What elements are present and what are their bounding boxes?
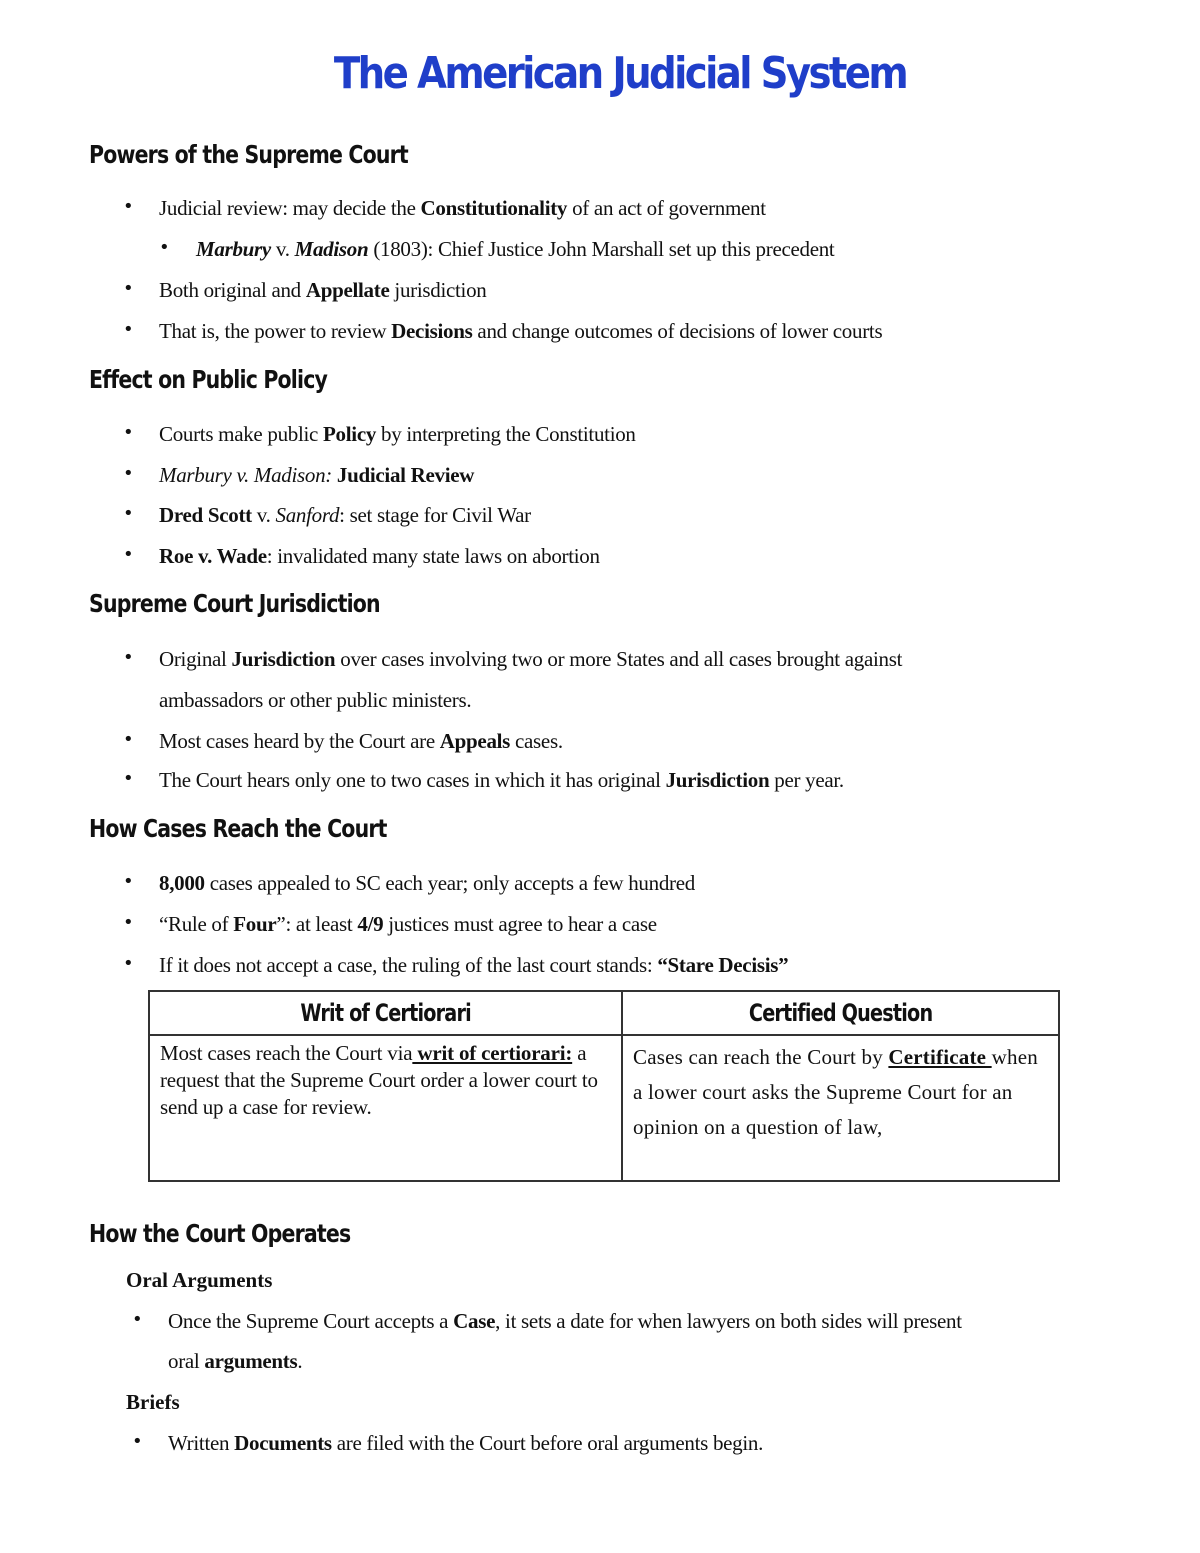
bullet: • [132, 1309, 143, 1330]
bullet: • [123, 768, 134, 789]
list-item: • “Rule of Four”: at least 4/9 justices must agree to hear a case [123, 912, 657, 936]
table-row [149, 1035, 1059, 1181]
section-heading-powers: Powers of the Supreme Court [89, 140, 408, 169]
subheading-briefs: Briefs [126, 1390, 180, 1414]
list-item: • Marbury v. Madison (1803): Chief Justice John Marshall set up this precedent [159, 237, 835, 261]
table-header-certified: Certified Question [622, 991, 1059, 1035]
list-item: • If it does not accept a case, the ruling of the last court stands: “Stare Decisis” [123, 953, 789, 977]
list-item-continuation: ambassadors or other public ministers. [159, 688, 472, 712]
list-item: • That is, the power to review Decisions and change outcomes of decisions of lower courts [123, 319, 883, 343]
section-heading-jurisdiction: Supreme Court Jurisdiction [89, 589, 380, 618]
list-item: • Courts make public Policy by interpreting the Constitution [123, 422, 636, 446]
bullet: • [123, 647, 134, 668]
bullet: • [159, 237, 170, 258]
list-item: • Both original and Appellate jurisdiction [123, 278, 487, 302]
subheading-oral-arguments: Oral Arguments [126, 1268, 273, 1292]
list-item: • Original Jurisdiction over cases involving two or more States and all cases brought against [123, 647, 903, 671]
bullet: • [123, 422, 134, 443]
table-header-row [149, 991, 1059, 1035]
bullet: • [123, 871, 134, 892]
list-item: • 8,000 cases appealed to SC each year; only accepts a few hundred [123, 871, 695, 895]
bullet: • [123, 912, 134, 933]
list-item-continuation: oral arguments. [168, 1349, 303, 1373]
comparison-table [148, 990, 1060, 1182]
table-cell-writ: Most cases reach the Court via writ of certiorari: a request that the Supreme Court order a lower court to send up a case for review. [149, 1035, 622, 1181]
bullet: • [132, 1431, 143, 1452]
list-item: • Judicial review: may decide the Constitutionality of an act of government [123, 196, 766, 220]
table-header-writ: Writ of Certiorari [149, 991, 622, 1035]
section-heading-operates: How the Court Operates [89, 1219, 351, 1248]
page-title: The American Judicial System [333, 48, 907, 99]
section-heading-reach: How Cases Reach the Court [89, 814, 387, 843]
bullet: • [123, 319, 134, 340]
bullet: • [123, 463, 134, 484]
bullet: • [123, 278, 134, 299]
list-item: • Marbury v. Madison: Judicial Review [123, 463, 475, 487]
list-item: • Written Documents are filed with the Court before oral arguments begin. [132, 1431, 764, 1455]
bullet: • [123, 729, 134, 750]
list-item: • Most cases heard by the Court are Appeals cases. [123, 729, 563, 753]
table-cell-certified: Cases can reach the Court by Certificate when a lower court asks the Supreme Court for an opinion on a question of law, [622, 1035, 1059, 1181]
list-item: • Once the Supreme Court accepts a Case, it sets a date for when lawyers on both sides will present [132, 1309, 962, 1333]
bullet: • [123, 196, 134, 217]
bullet: • [123, 503, 134, 524]
list-item: • Dred Scott v. Sanford: set stage for Civil War [123, 503, 531, 527]
section-heading-policy: Effect on Public Policy [89, 365, 328, 394]
list-item: • Roe v. Wade: invalidated many state laws on abortion [123, 544, 600, 568]
bullet: • [123, 544, 134, 565]
bullet: • [123, 953, 134, 974]
list-item: • The Court hears only one to two cases in which it has original Jurisdiction per year. [123, 768, 844, 792]
